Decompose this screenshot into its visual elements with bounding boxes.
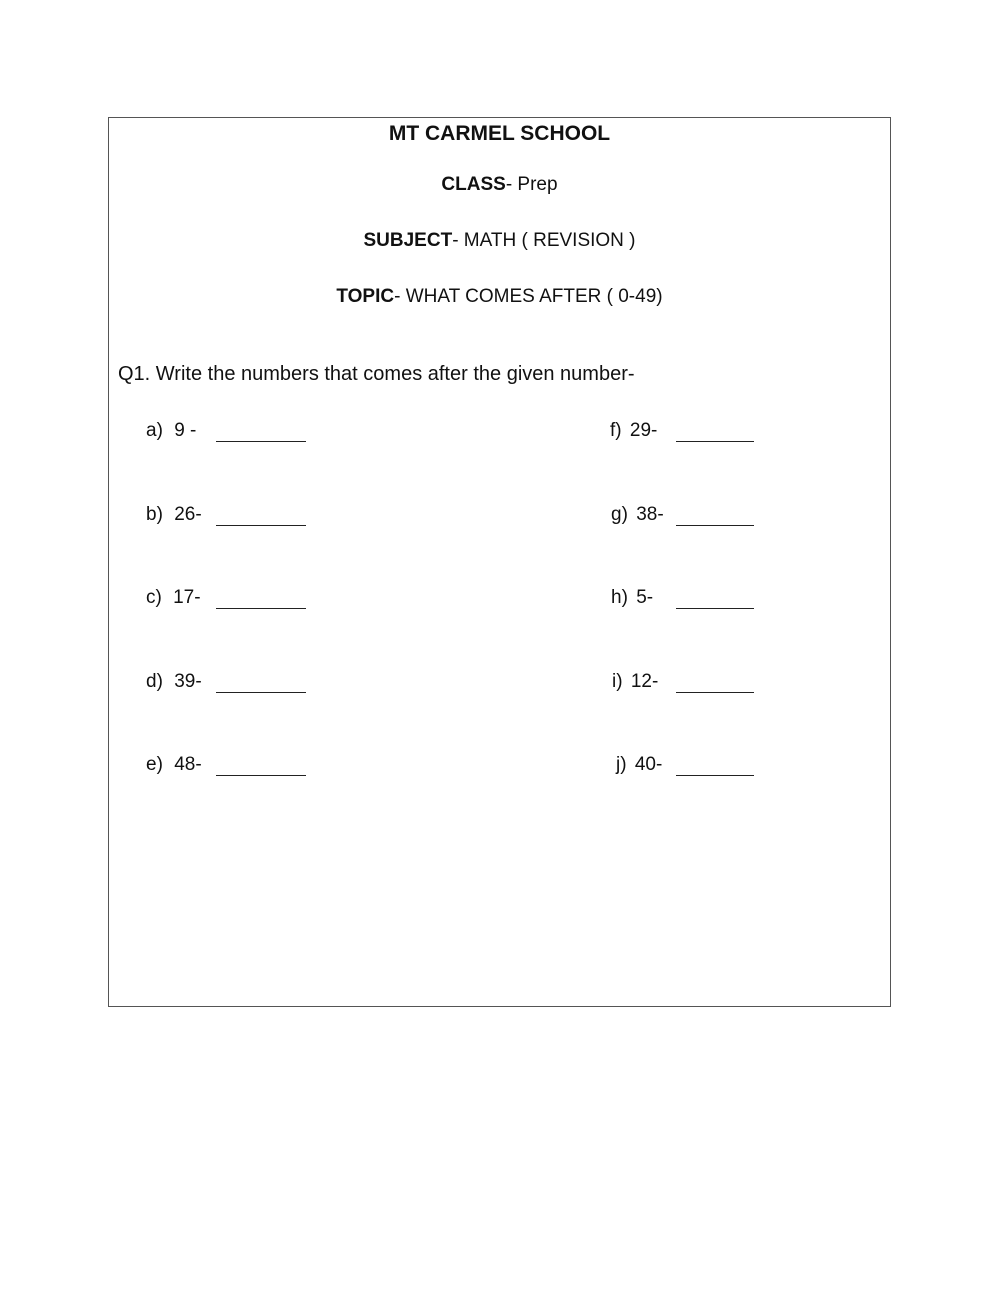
question-text: Q1. Write the numbers that comes after the given number- [118,363,635,385]
school-title: MT CARMEL SCHOOL [388,122,611,145]
answer-blank-e[interactable] [216,775,306,776]
subject-line [109,230,890,252]
item-label: h) [611,587,628,608]
subject-key: SUBJECT [363,230,453,251]
question-item-g [611,504,664,526]
topic-key: TOPIC [336,286,395,307]
item-label: e) [146,754,163,775]
subject-value: - MATH ( REVISION ) [452,230,636,251]
class-key: CLASS [441,174,506,195]
question-item-i [612,671,658,693]
question-item-f [610,420,657,442]
answer-blank-i[interactable] [676,692,754,693]
topic-line [109,286,890,308]
item-label: c) [146,587,162,608]
item-label: f) [610,420,622,441]
item-label: d) [146,671,163,692]
question-item-b [146,504,202,526]
item-number: 39- [174,671,202,692]
answer-blank-j[interactable] [676,775,754,776]
worksheet-box [108,117,891,1007]
answer-blank-d[interactable] [216,692,306,693]
item-number: 26- [174,504,202,525]
question-item-a [146,420,196,442]
item-number: 17- [173,587,201,608]
item-number: 29- [629,420,658,441]
item-number: 5- [636,587,654,608]
item-number: 12- [630,671,659,692]
answer-blank-c[interactable] [216,608,306,609]
answer-blank-b[interactable] [216,525,306,526]
item-number: 48- [174,754,202,775]
item-label: b) [146,504,163,525]
question-item-d [146,671,202,693]
answer-blank-a[interactable] [216,441,306,442]
class-value: - Prep [505,174,558,195]
answer-blank-f[interactable] [676,441,754,442]
item-label: j) [616,754,627,775]
answer-blank-g[interactable] [676,525,754,526]
question-item-e [146,754,202,776]
item-number: 38- [636,504,664,525]
item-label: g) [611,504,628,525]
item-label: i) [612,671,623,692]
question-item-h [611,587,653,609]
item-number: 40- [634,754,663,775]
answer-blank-h[interactable] [676,608,754,609]
question-item-j [616,754,662,776]
item-number: 9 - [174,420,197,441]
item-label: a) [146,420,163,441]
class-line [109,174,890,196]
topic-value: - WHAT COMES AFTER ( 0-49) [394,286,663,307]
question-item-c [146,587,201,609]
